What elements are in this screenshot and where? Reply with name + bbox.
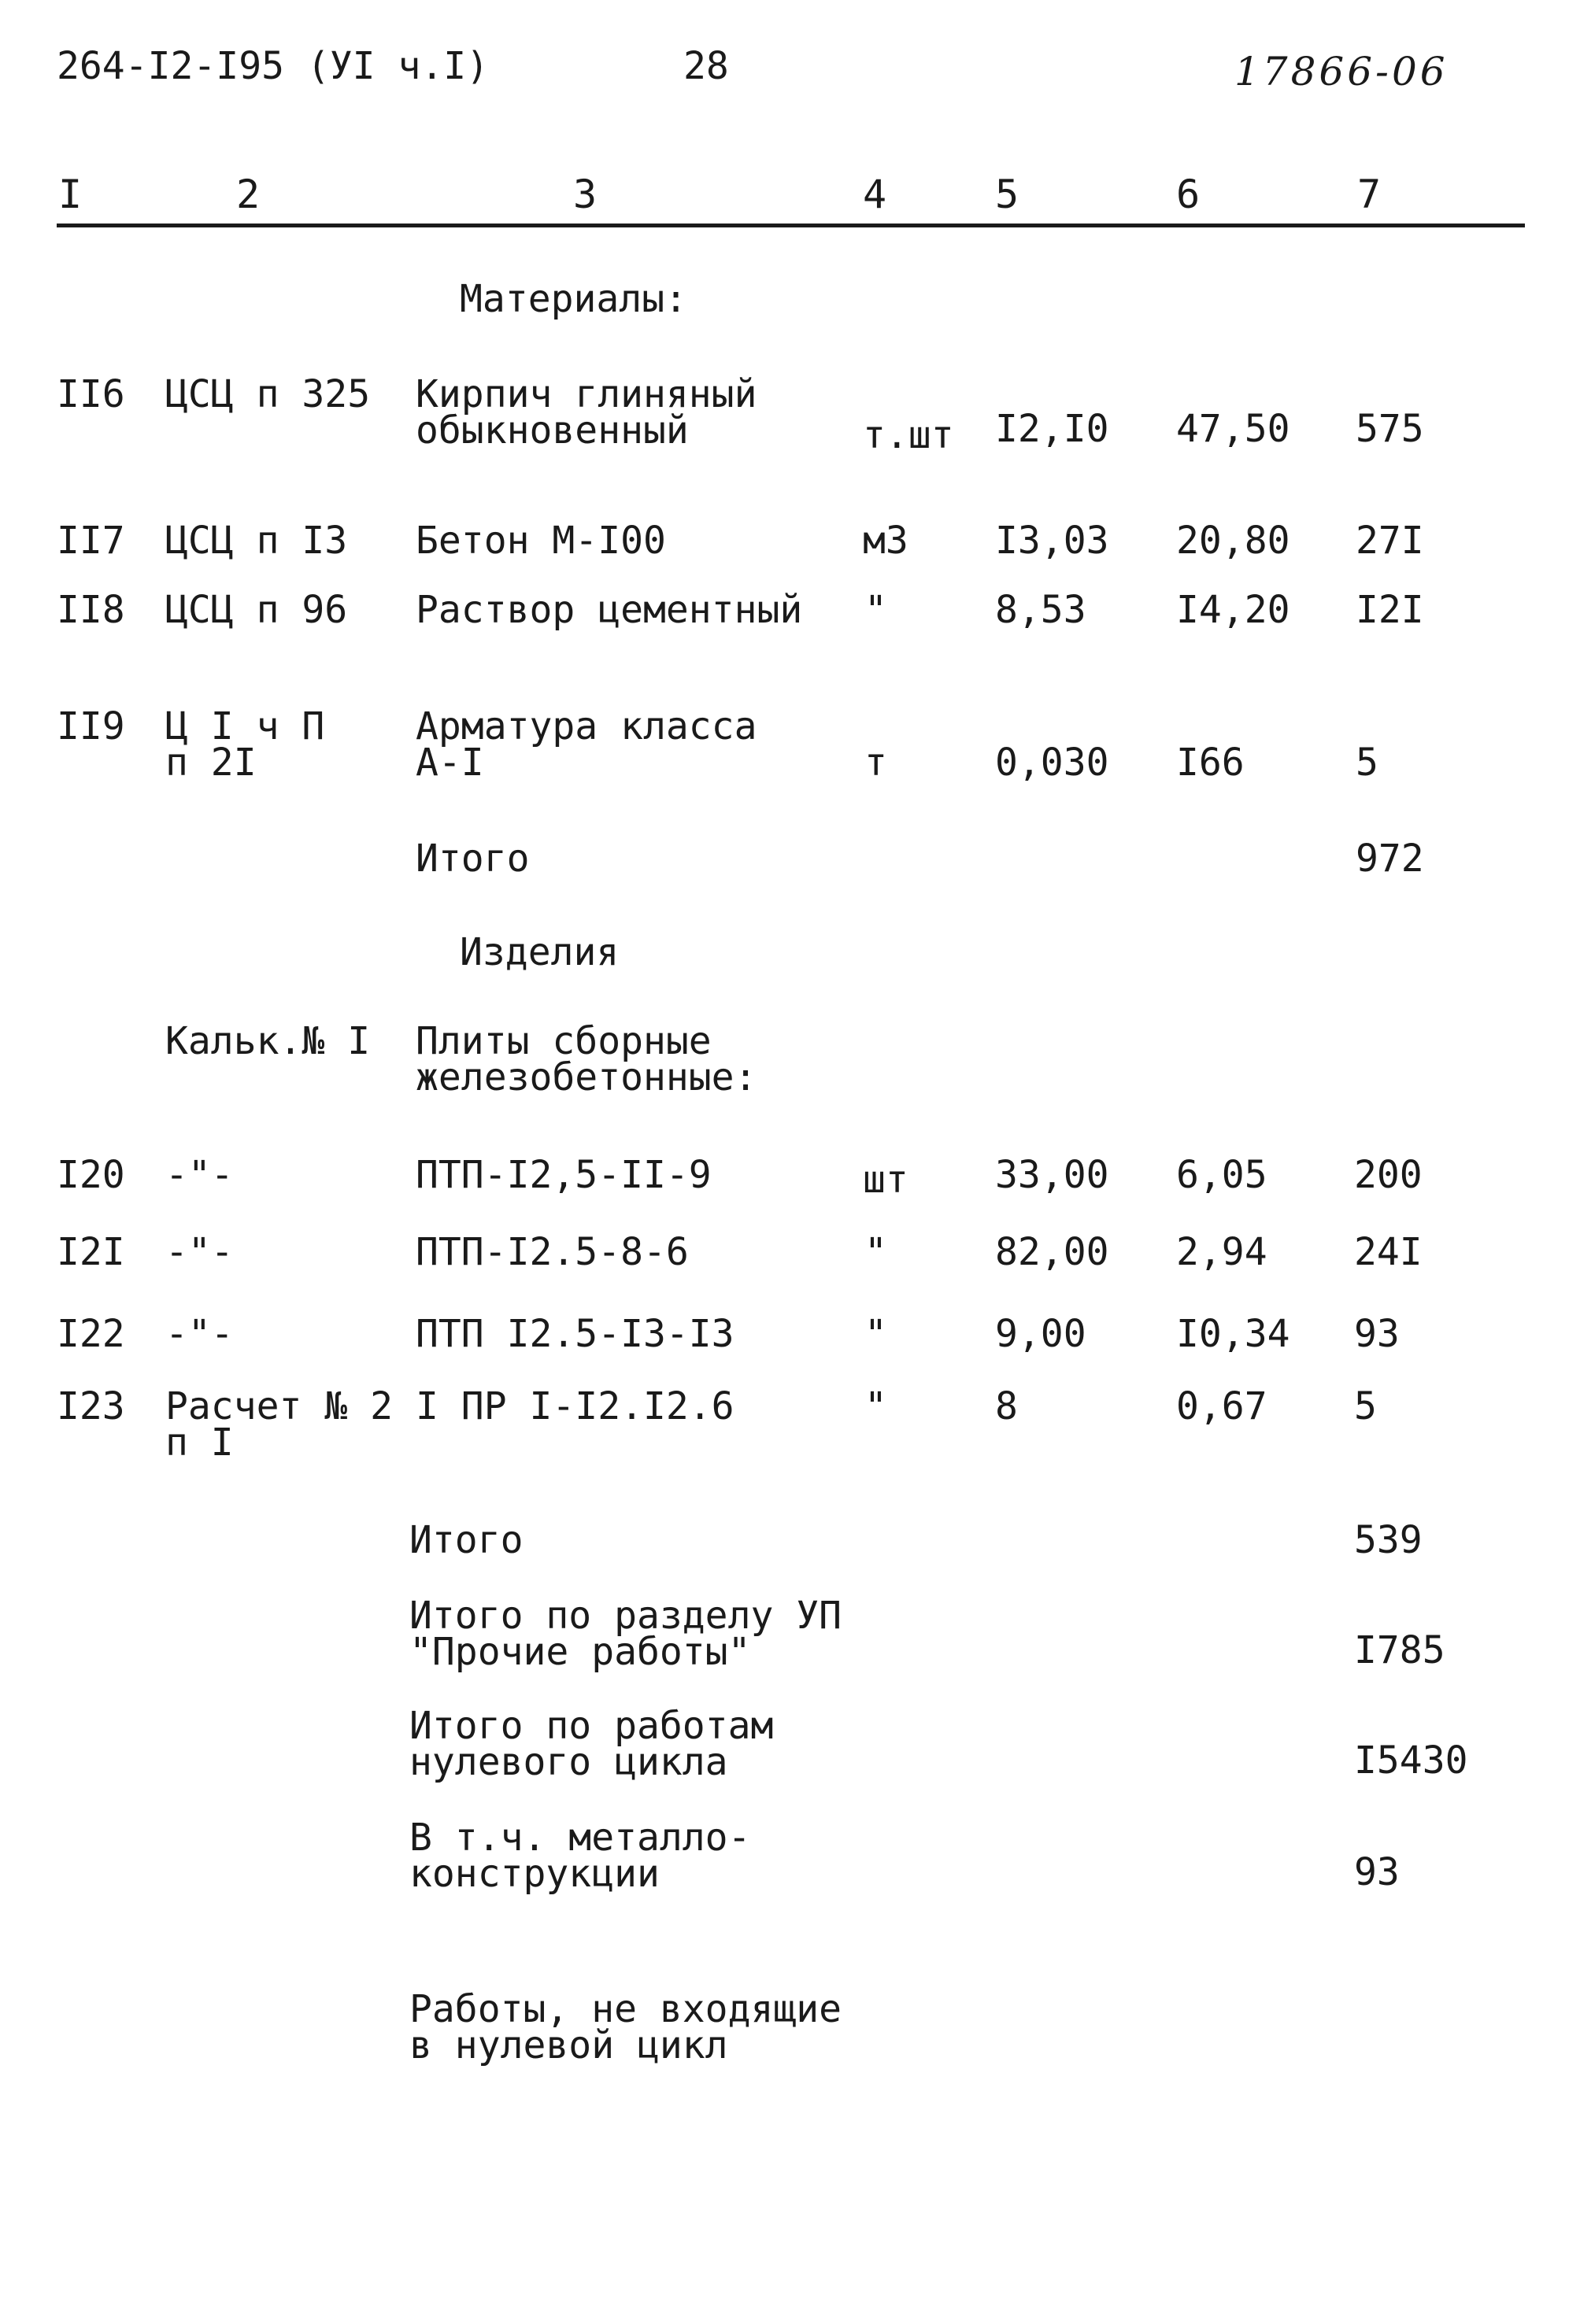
summary-label-line: "Прочие работы" [409,1630,751,1674]
row-name-line: А-I [416,741,484,785]
row-unit: м3 [863,519,908,563]
row-unit: т [864,741,887,785]
row-unit: " [864,1230,887,1274]
row-name-line: Бетон М-I00 [416,519,666,563]
row-number: II9 [57,704,125,748]
page-number: 28 [683,44,729,88]
row-quantity: 8,53 [995,588,1086,632]
row-source: -"- [165,1312,234,1356]
row-total: I2I [1356,588,1424,632]
row-quantity: 0,030 [995,741,1109,785]
row-total: 93 [1354,1312,1400,1356]
row-unit: " [864,1312,887,1356]
calc-name-line: Плиты сборные [416,1019,712,1063]
row-unit: " [864,1384,887,1428]
row-total: 200 [1354,1153,1423,1197]
row-name-line: ПТП-I2,5-II-9 [416,1153,712,1197]
row-price: I0,34 [1176,1312,1290,1356]
row-total: 5 [1356,741,1378,785]
section-title-products: Изделия [460,930,620,974]
row-price: 0,67 [1176,1384,1267,1428]
row-name-line: обыкновенный [416,408,689,453]
summary-label-line: Итого по разделу УП [409,1594,842,1638]
row-number: II7 [57,519,125,563]
row-source: ЦСЦ п 96 [165,588,348,632]
row-name-line: Раствор цементный [416,588,803,632]
summary-label-line: конструкции [409,1852,660,1896]
header-rule [57,224,1525,227]
row-price: 6,05 [1176,1153,1267,1197]
row-price: I4,20 [1176,588,1290,632]
row-total: 5 [1354,1384,1377,1428]
row-quantity: 9,00 [995,1312,1086,1356]
column-number: 6 [1176,172,1201,217]
row-number: I20 [57,1153,125,1197]
section-title-materials: Материалы: [460,277,687,321]
total-value: 972 [1356,837,1424,881]
row-unit: " [864,588,887,632]
calc-source: Кальк.№ I [165,1019,371,1063]
row-unit: шт [863,1158,908,1202]
row-quantity: 82,00 [995,1230,1109,1274]
row-name-line: I ПР I-I2.I2.6 [416,1384,734,1428]
row-price: 20,80 [1176,519,1290,563]
row-number: I2I [57,1230,125,1274]
row-source: Ц I ч П п 2I [165,704,325,785]
row-price: 2,94 [1176,1230,1267,1274]
row-quantity: I3,03 [995,519,1109,563]
row-quantity: I2,I0 [995,407,1109,451]
total-label: Итого [416,837,530,881]
row-number: II8 [57,588,125,632]
footer-note-line: в нулевой цикл [409,2023,728,2067]
row-name-line: Кирпич глиняный [416,372,757,416]
column-number: 4 [863,172,887,217]
column-number: 7 [1357,172,1382,217]
row-total: 575 [1356,407,1424,451]
summary-value: 93 [1354,1850,1400,1894]
row-number: II6 [57,372,125,416]
summary-label-line: Итого [409,1518,524,1562]
row-source: -"- [165,1230,234,1274]
row-total: 24I [1354,1230,1423,1274]
summary-label-line: В т.ч. металло- [409,1816,751,1860]
row-number: I23 [57,1384,125,1428]
row-quantity: 8 [995,1384,1018,1428]
row-name-line: ПТП I2.5-I3-I3 [416,1312,734,1356]
summary-label-line: Итого по работам [409,1704,774,1748]
row-unit: т.шт [863,413,954,457]
column-number: 3 [573,172,598,217]
row-name-line: ПТП-I2.5-8-6 [416,1230,689,1274]
handwritten-reference: 17866-06 [1234,49,1449,94]
summary-value: I785 [1354,1628,1445,1672]
row-quantity: 33,00 [995,1153,1109,1197]
row-price: 47,50 [1176,407,1290,451]
summary-value: 539 [1354,1518,1423,1562]
row-price: I66 [1176,741,1245,785]
summary-value: I5430 [1354,1738,1468,1783]
row-number: I22 [57,1312,125,1356]
row-name-line: Арматура класса [416,704,757,748]
document-code: 264-I2-I95 (УI ч.I) [57,44,490,88]
column-number: 2 [236,172,261,217]
row-source: -"- [165,1153,234,1197]
row-source: Расчет № 2 п I [165,1384,393,1465]
calc-name-line: железобетонные: [416,1055,757,1099]
row-source: ЦСЦ п 325 [165,372,371,416]
row-source: ЦСЦ п I3 [165,519,348,563]
column-number: 5 [995,172,1019,217]
summary-label-line: нулевого цикла [409,1740,728,1784]
column-number: I [58,172,83,217]
footer-note-line: Работы, не входящие [409,1987,842,2031]
row-total: 27I [1356,519,1424,563]
